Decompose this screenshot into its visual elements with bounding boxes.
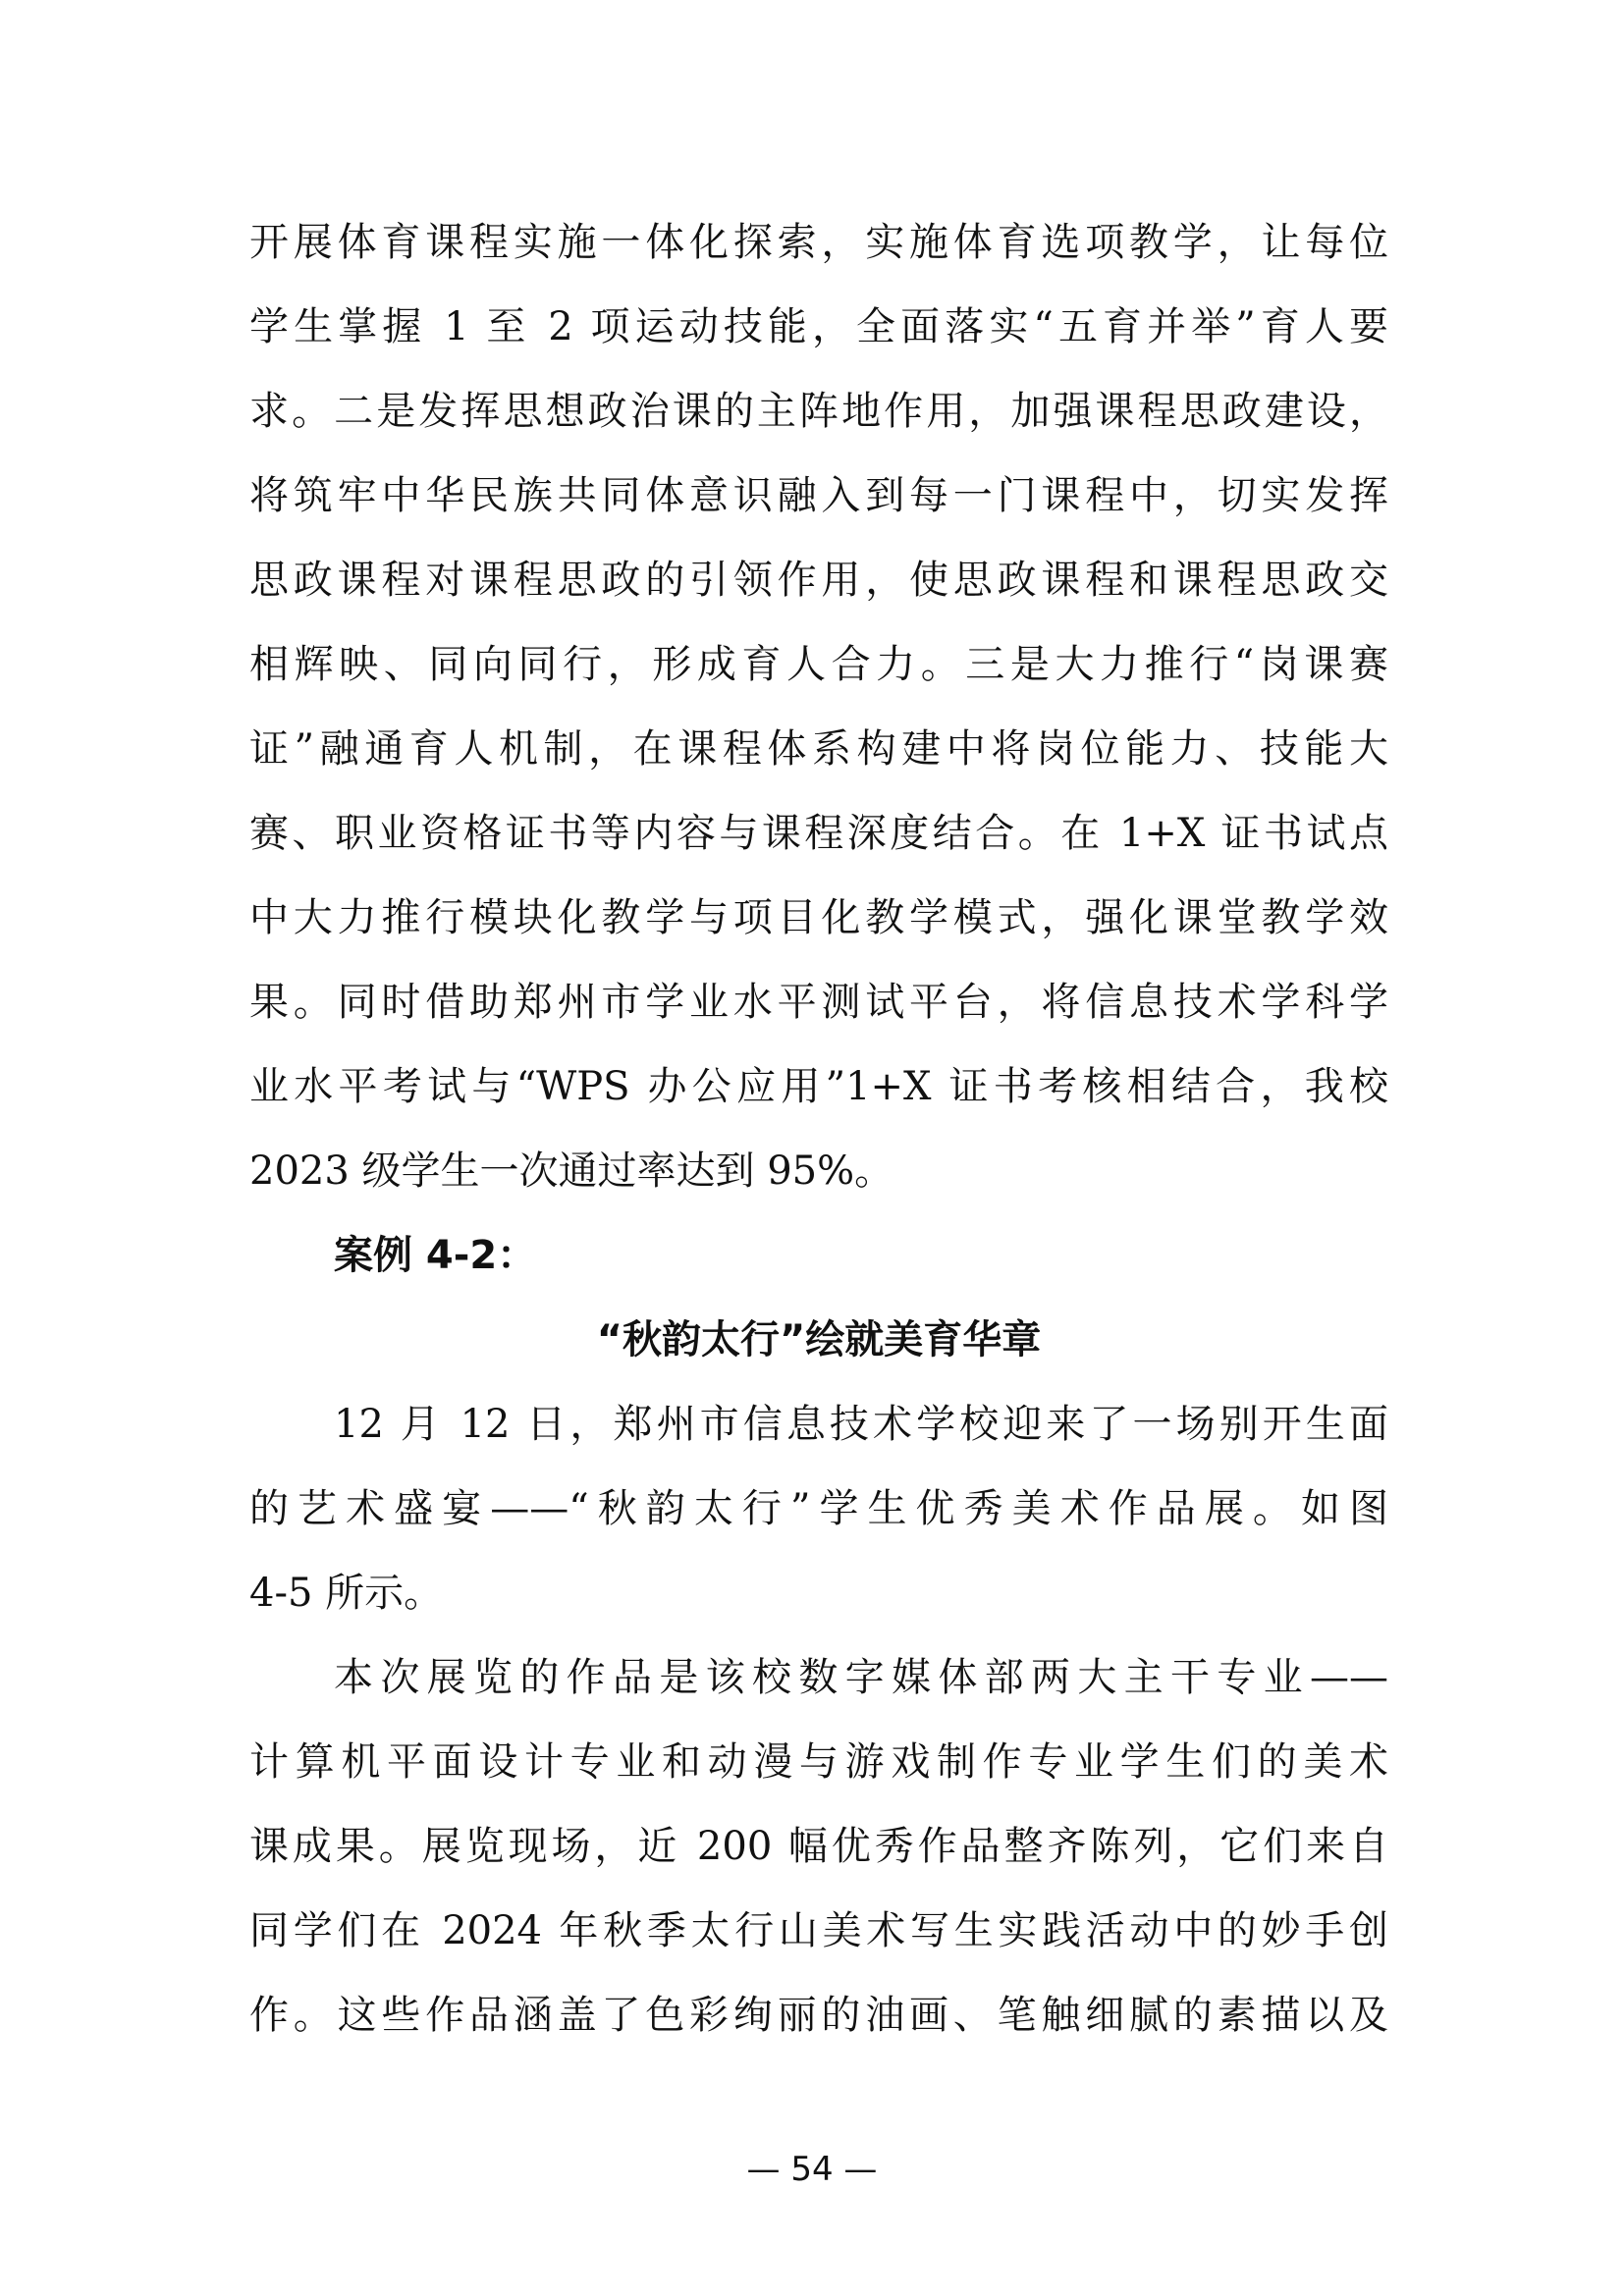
paragraph-line: 4-5 所示。 <box>249 1571 444 1616</box>
paragraph-line: 求。二是发挥思想政治课的主阵地作用，加强课程思政建设， <box>249 389 1388 434</box>
paragraph-line: 证”融通育人机制，在课程体系构建中将岗位能力、技能大 <box>249 726 1388 772</box>
paragraph-line: 同学们在 2024 年秋季太行山美术写生实践活动中的妙手创 <box>249 1908 1388 1953</box>
page-number: — 54 — <box>746 2150 878 2189</box>
paragraph-line: 相辉映、同向同行，形成育人合力。三是大力推行“岗课赛 <box>249 642 1388 687</box>
paragraph-line: 开展体育课程实施一体化探索，实施体育选项教学，让每位 <box>249 220 1388 265</box>
case-label: 案例 4-2： <box>334 1233 537 1278</box>
paragraph-line: 本次展览的作品是该校数字媒体部两大主干专业—— <box>334 1655 1388 1700</box>
paragraph-line: 作。这些作品涵盖了色彩绚丽的油画、笔触细腻的素描以及 <box>249 1993 1388 2038</box>
paragraph-line: 赛、职业资格证书等内容与课程深度结合。在 1+X 证书试点 <box>249 811 1388 856</box>
case-title: “秋韵太行”绘就美育华章 <box>596 1317 1042 1362</box>
paragraph-line: 学生掌握 1 至 2 项运动技能，全面落实“五育并举”育人要 <box>249 304 1388 349</box>
paragraph-line: 课成果。展览现场，近 200 幅优秀作品整齐陈列，它们来自 <box>249 1824 1388 1869</box>
paragraph-line: 计算机平面设计专业和动漫与游戏制作专业学生们的美术 <box>249 1739 1388 1785</box>
paragraph-line: 将筑牢中华民族共同体意识融入到每一门课程中，切实发挥 <box>249 473 1388 518</box>
paragraph-line: 果。同时借助郑州市学业水平测试平台，将信息技术学科学 <box>249 980 1388 1025</box>
paragraph-line: 的艺术盛宴——“秋韵太行”学生优秀美术作品展。如图 <box>249 1486 1388 1531</box>
paragraph-line: 2023 级学生一次通过率达到 95%。 <box>249 1148 894 1194</box>
paragraph-line: 12 月 12 日，郑州市信息技术学校迎来了一场别开生面 <box>334 1402 1388 1447</box>
paragraph-line: 业水平考试与“WPS 办公应用”1+X 证书考核相结合，我校 <box>249 1064 1388 1109</box>
paragraph-line: 思政课程对课程思政的引领作用，使思政课程和课程思政交 <box>249 558 1388 603</box>
paragraph-line: 中大力推行模块化教学与项目化教学模式，强化课堂教学效 <box>249 895 1388 940</box>
